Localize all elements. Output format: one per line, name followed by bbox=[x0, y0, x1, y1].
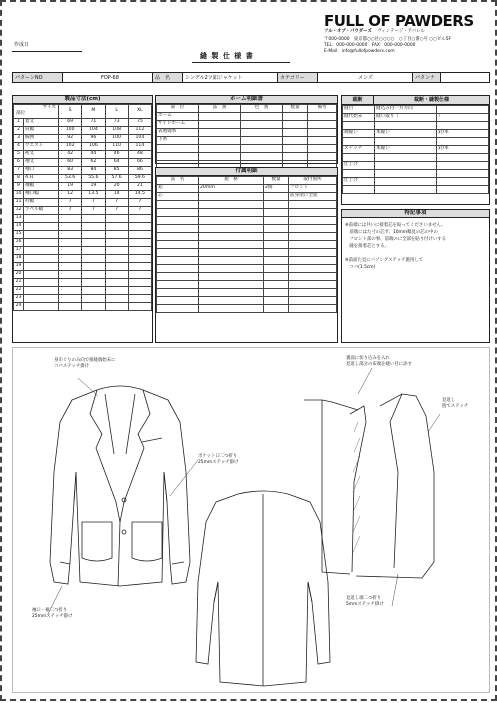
measure-value: 46 bbox=[105, 151, 128, 159]
row-number: 5 bbox=[14, 151, 24, 159]
note-line: コバ(1.5cm) bbox=[345, 265, 376, 270]
measure-value: 75 bbox=[128, 119, 151, 127]
measure-value: 66 bbox=[128, 159, 151, 167]
measure-value: 108 bbox=[105, 127, 128, 135]
parts-cell: 前身頃に全面 bbox=[289, 193, 337, 201]
size-table-title: 製品寸法(cm) bbox=[13, 96, 152, 104]
row-number: 10 bbox=[14, 191, 24, 199]
measure-name: 袖口幅 bbox=[24, 191, 59, 199]
home-table-title: ホーム明細書 bbox=[156, 96, 337, 104]
annotation-facing-cut bbox=[346, 356, 412, 367]
measure-value: 7 bbox=[82, 207, 105, 215]
size-header: S bbox=[59, 105, 82, 119]
measure-name: 肩幅 bbox=[24, 127, 59, 135]
measure-value: 7 bbox=[59, 199, 82, 207]
measure-value: 13.5 bbox=[82, 191, 105, 199]
measure-value: 84 bbox=[82, 167, 105, 175]
row-number: 6 bbox=[14, 159, 24, 167]
process-label: 仕上げ bbox=[343, 178, 375, 186]
measure-value: 83 bbox=[59, 167, 82, 175]
row-number: 15 bbox=[14, 231, 24, 239]
measure-value: 104 bbox=[128, 135, 151, 143]
measure-value: 60 bbox=[59, 159, 82, 167]
corner-part-label: 部位 bbox=[16, 111, 26, 117]
measure-name: 着丈 bbox=[24, 119, 59, 127]
size-header: L bbox=[105, 105, 128, 119]
category-label: カテゴリー bbox=[278, 73, 318, 82]
measure-value: 64 bbox=[105, 159, 128, 167]
measure-name: 胸囲 bbox=[24, 135, 59, 143]
measure-value: 114 bbox=[128, 143, 151, 151]
annotation-facing-stitch bbox=[442, 398, 468, 409]
parts-header: 規 格 bbox=[199, 177, 264, 185]
annotation-line: 見返し部分の布端を縫い目に添す bbox=[346, 361, 412, 367]
measure-name: 袖口 bbox=[24, 167, 59, 175]
measure-value: 104 bbox=[82, 127, 105, 135]
pattern-maker-label: パタンナー bbox=[413, 73, 441, 82]
parts-cell: フロント bbox=[289, 185, 337, 193]
measure-value: 86 bbox=[128, 167, 151, 175]
measure-value: 48 bbox=[128, 151, 151, 159]
front-jacket-drawing bbox=[50, 386, 190, 586]
measure-value: 44 bbox=[82, 151, 105, 159]
annotation-line: 見返し bbox=[442, 398, 456, 403]
row-number: 9 bbox=[14, 183, 24, 191]
measure-name: ラペル幅 bbox=[24, 207, 59, 215]
measure-value: 102 bbox=[59, 143, 82, 151]
measure-value: 19 bbox=[82, 183, 105, 191]
item-name-value: シングル2ツ釦ジャケット bbox=[183, 73, 278, 82]
home-header: 色 番 bbox=[241, 105, 283, 113]
back-jacket-drawing bbox=[196, 491, 330, 686]
company-address: 〒000-0000 東京都○○区○○○○ ○丁目○番○号 ○○ビル5F bbox=[324, 37, 452, 42]
process-label: 縫目 bbox=[343, 106, 375, 114]
item-name-label: 品 名 bbox=[153, 73, 183, 82]
measure-name: 衿幅 bbox=[24, 199, 59, 207]
annotation-line: 身巾ぐりのみ向で接縫端始末に bbox=[54, 358, 116, 363]
measure-value: 53.6 bbox=[59, 175, 82, 183]
measure-value: 42 bbox=[59, 151, 82, 159]
date-label: 作成日 bbox=[14, 42, 30, 48]
process-value: ） bbox=[437, 114, 489, 122]
jacket-illustrations bbox=[2, 2, 497, 703]
measure-value: 7 bbox=[128, 199, 151, 207]
parts-cell: 2個 bbox=[264, 185, 289, 193]
row-number: 13 bbox=[14, 215, 24, 223]
note-line: フロント部の事、前端のに全部を貼り付けいする bbox=[345, 237, 446, 242]
measure-value: 19 bbox=[59, 183, 82, 191]
corner-size-label: サイズ bbox=[42, 105, 56, 110]
measure-value: 92 bbox=[59, 135, 82, 143]
row-number: 24 bbox=[14, 303, 24, 311]
measure-value: 73 bbox=[105, 119, 128, 127]
parts-cell: 芯 bbox=[157, 193, 199, 201]
row-number: 22 bbox=[14, 287, 24, 295]
measure-value: 85 bbox=[105, 167, 128, 175]
measure-value: 96 bbox=[82, 135, 105, 143]
notes-title: 特記事項 bbox=[342, 210, 489, 218]
note-line: 前端にはた寸の芯ず、10mm幅見の芯の中の bbox=[345, 230, 438, 235]
measure-name: 袖幅 bbox=[24, 183, 59, 191]
row-number: 11 bbox=[14, 199, 24, 207]
size-header: M bbox=[82, 105, 105, 119]
measure-value: 7 bbox=[59, 207, 82, 215]
logo-text: FULL OF PAWDERS bbox=[324, 12, 474, 30]
annotation-line: 5mmステッチ掛け bbox=[346, 601, 384, 607]
parts-table-title: 付属明細 bbox=[156, 168, 337, 176]
pattern-no-label: パターンNO bbox=[13, 73, 63, 82]
row-number: 23 bbox=[14, 295, 24, 303]
parts-cell: 釦 bbox=[157, 185, 199, 193]
measure-name: 裄丈 bbox=[24, 151, 59, 159]
process-top-label: 裁断 bbox=[342, 96, 374, 104]
row-number: 19 bbox=[14, 263, 24, 271]
process-value: 本縫い bbox=[375, 130, 437, 138]
annotation-line: コバステッチ掛け bbox=[54, 363, 90, 369]
measure-value: 7 bbox=[82, 199, 105, 207]
logo-sub-2: ヴィンテージ・アパレル bbox=[377, 29, 425, 34]
annotation-pocket bbox=[198, 454, 238, 465]
measure-value: 100 bbox=[105, 135, 128, 143]
measure-name: A.H. bbox=[24, 175, 59, 183]
annotation-line: 裏面に切り込みを入れ bbox=[346, 356, 390, 361]
home-header: 部 位 bbox=[157, 105, 199, 113]
measure-value: 20 bbox=[105, 183, 128, 191]
annotation-line: ポケット口二つ折り bbox=[198, 454, 238, 459]
measure-value: 14 bbox=[105, 191, 128, 199]
row-number: 4 bbox=[14, 143, 24, 151]
annotation-armhole bbox=[54, 358, 115, 369]
home-cell: サイドホーム bbox=[157, 121, 199, 129]
company-email: E-Mail：info@fullofpowders.com bbox=[324, 49, 395, 54]
parts-header: 取付箇所 bbox=[289, 177, 337, 185]
annotation-line: 見返し端二つ折り bbox=[346, 596, 382, 601]
measure-value: 21 bbox=[128, 183, 151, 191]
logo-sub-1: フル・オブ・パウダーズ bbox=[324, 29, 372, 34]
home-header: 品 番 bbox=[199, 105, 241, 113]
measure-value: 106 bbox=[82, 143, 105, 151]
row-number: 8 bbox=[14, 175, 24, 183]
annotation-line: 捨てステッチ bbox=[442, 403, 469, 409]
row-number: 3 bbox=[14, 135, 24, 143]
annotation-facing-edge bbox=[346, 596, 384, 607]
parts-header: 数量 bbox=[264, 177, 289, 185]
parts-cell: 20mm bbox=[199, 185, 264, 193]
row-number: 1 bbox=[14, 119, 24, 127]
row-number: 17 bbox=[14, 247, 24, 255]
measure-value: 7 bbox=[105, 207, 128, 215]
process-label: 仕上げ bbox=[343, 162, 375, 170]
process-label: 端縫い bbox=[343, 130, 375, 138]
process-value: 縫込み付一方方向 bbox=[375, 106, 437, 114]
measure-value: 14.5 bbox=[128, 191, 151, 199]
note-line: 縫を接着芯とする。 bbox=[345, 244, 389, 249]
category-value: メンズ bbox=[318, 73, 413, 82]
home-header: 数量 bbox=[283, 105, 308, 113]
home-cell: ホーム bbox=[157, 113, 199, 121]
company-phone: TEL：000-000-0000 FAX：000-000-0000 bbox=[324, 43, 416, 48]
row-number: 21 bbox=[14, 279, 24, 287]
row-number: 14 bbox=[14, 223, 24, 231]
home-cell: 下糸 bbox=[157, 137, 199, 145]
measure-value: 55.6 bbox=[82, 175, 105, 183]
note-line: ※前端には共いに接着芯を貼ってくださいません。 bbox=[345, 223, 446, 228]
measure-value: 12 bbox=[59, 191, 82, 199]
home-cell: 表地縫糸 bbox=[157, 129, 199, 137]
annotation-line: 袖口・裾二つ折り bbox=[32, 608, 68, 613]
pattern-no-value: FOP-68 bbox=[63, 73, 153, 82]
process-label: ステッチ bbox=[343, 146, 375, 154]
measure-value: 59.6 bbox=[128, 175, 151, 183]
row-number: 18 bbox=[14, 255, 24, 263]
measure-value: 7 bbox=[128, 207, 151, 215]
annotation-hem bbox=[32, 608, 72, 619]
annotation-line: 25mmステッチ掛け bbox=[32, 613, 73, 619]
home-header: 備考 bbox=[308, 105, 337, 113]
row-number: 20 bbox=[14, 271, 24, 279]
process-value: 針/本 bbox=[437, 146, 489, 154]
note-line: ※前面た見にパソングステッチ施用して bbox=[345, 258, 424, 263]
annotation-line: 25mmステッチ掛け bbox=[198, 459, 239, 465]
page-title: 縫 製 仕 様 書 bbox=[200, 52, 254, 60]
process-label: 縫代始末 bbox=[343, 114, 375, 122]
measure-value: 69 bbox=[59, 119, 82, 127]
process-value: 本縫い bbox=[375, 146, 437, 154]
measure-value: 7 bbox=[105, 199, 128, 207]
process-title: 裁断・縫製仕様 bbox=[374, 96, 489, 104]
measure-value: 112 bbox=[128, 127, 151, 135]
measure-value: 100 bbox=[59, 127, 82, 135]
measure-value: 71 bbox=[82, 119, 105, 127]
measure-name: ウエスト bbox=[24, 143, 59, 151]
measure-name: 袖丈 bbox=[24, 159, 59, 167]
measure-value: 62 bbox=[82, 159, 105, 167]
measure-value: 110 bbox=[105, 143, 128, 151]
process-value: 縫い取り（ bbox=[375, 114, 437, 122]
size-header: XL bbox=[128, 105, 151, 119]
row-number: 2 bbox=[14, 127, 24, 135]
measure-value: 57.6 bbox=[105, 175, 128, 183]
row-number: 16 bbox=[14, 239, 24, 247]
process-value: 針/本 bbox=[437, 130, 489, 138]
row-number: 12 bbox=[14, 207, 24, 215]
parts-header: 品 名 bbox=[157, 177, 199, 185]
row-number: 7 bbox=[14, 167, 24, 175]
